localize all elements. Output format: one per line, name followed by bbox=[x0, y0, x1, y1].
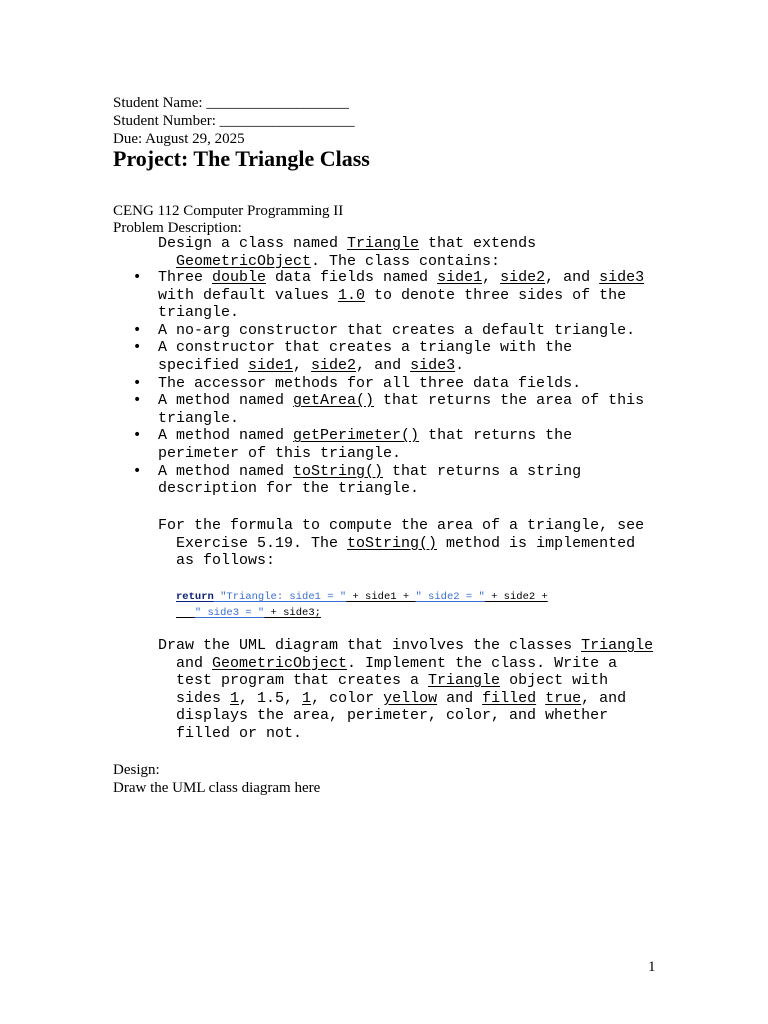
class-contents-list bbox=[130, 269, 690, 498]
code-snippet-line-1: return "Triangle: side1 = " + side1 + " side2 = " + side2 + bbox=[176, 591, 548, 603]
page-number: 1 bbox=[648, 959, 656, 975]
student-number-line: Student Number: __________________ bbox=[113, 113, 355, 129]
uml-instructions-paragraph: Draw the UML diagram that involves the classes Triangle and GeometricObject. Implement the class. Write a test program that creates a Triangle object with sides 1, 1.5, 1, color yellow and filled true, and displays the area, perimeter, color, and whether filled or not. bbox=[158, 637, 654, 742]
bullet-icon: • bbox=[133, 462, 142, 479]
class-name-geometricobject: GeometricObject bbox=[176, 252, 312, 270]
due-date-line: Due: August 29, 2025 bbox=[113, 131, 245, 147]
bullet-icon: • bbox=[133, 427, 142, 444]
list-item: • A method named toString() that returns a string description for the triangle. bbox=[133, 462, 582, 498]
bullet-icon: • bbox=[133, 269, 142, 285]
course-line: CENG 112 Computer Programming II bbox=[113, 203, 344, 219]
bullet-icon: • bbox=[133, 321, 142, 338]
list-item: • A constructor that creates a triangle with the specified side1, side2, and side3. bbox=[133, 339, 573, 374]
intro-paragraph: Design a class named Triangle that extends GeometricObject. The class contains: bbox=[158, 235, 537, 270]
design-instruction: Draw the UML class diagram here bbox=[113, 780, 321, 796]
list-item: • Three double data fields named side1, side2, and side3 with default values 1.0 to denote three sides of the triangle. bbox=[133, 269, 645, 322]
bullet-icon: • bbox=[133, 339, 142, 356]
class-name-triangle: Triangle bbox=[347, 235, 420, 252]
code-snippet-line-2: " side3 = " + side3; bbox=[194, 607, 321, 619]
student-name-line: Student Name: ___________________ bbox=[113, 95, 349, 111]
list-item: • A no-arg constructor that creates a default triangle. bbox=[133, 321, 636, 339]
problem-description-label: Problem Description: bbox=[113, 220, 242, 236]
list-item: • A method named getPerimeter() that returns the perimeter of this triangle. bbox=[133, 427, 573, 462]
page-title: Project: The Triangle Class bbox=[113, 146, 370, 171]
design-label: Design: bbox=[113, 762, 160, 778]
list-item: • A method named getArea() that returns the area of this triangle. bbox=[133, 392, 645, 427]
bullet-icon: • bbox=[133, 374, 142, 391]
list-item: • The accessor methods for all three data fields. bbox=[133, 374, 582, 392]
formula-paragraph: For the formula to compute the area of a triangle, see Exercise 5.19. The toString() method is implemented as follows: bbox=[158, 517, 645, 570]
bullet-icon: • bbox=[133, 392, 142, 409]
